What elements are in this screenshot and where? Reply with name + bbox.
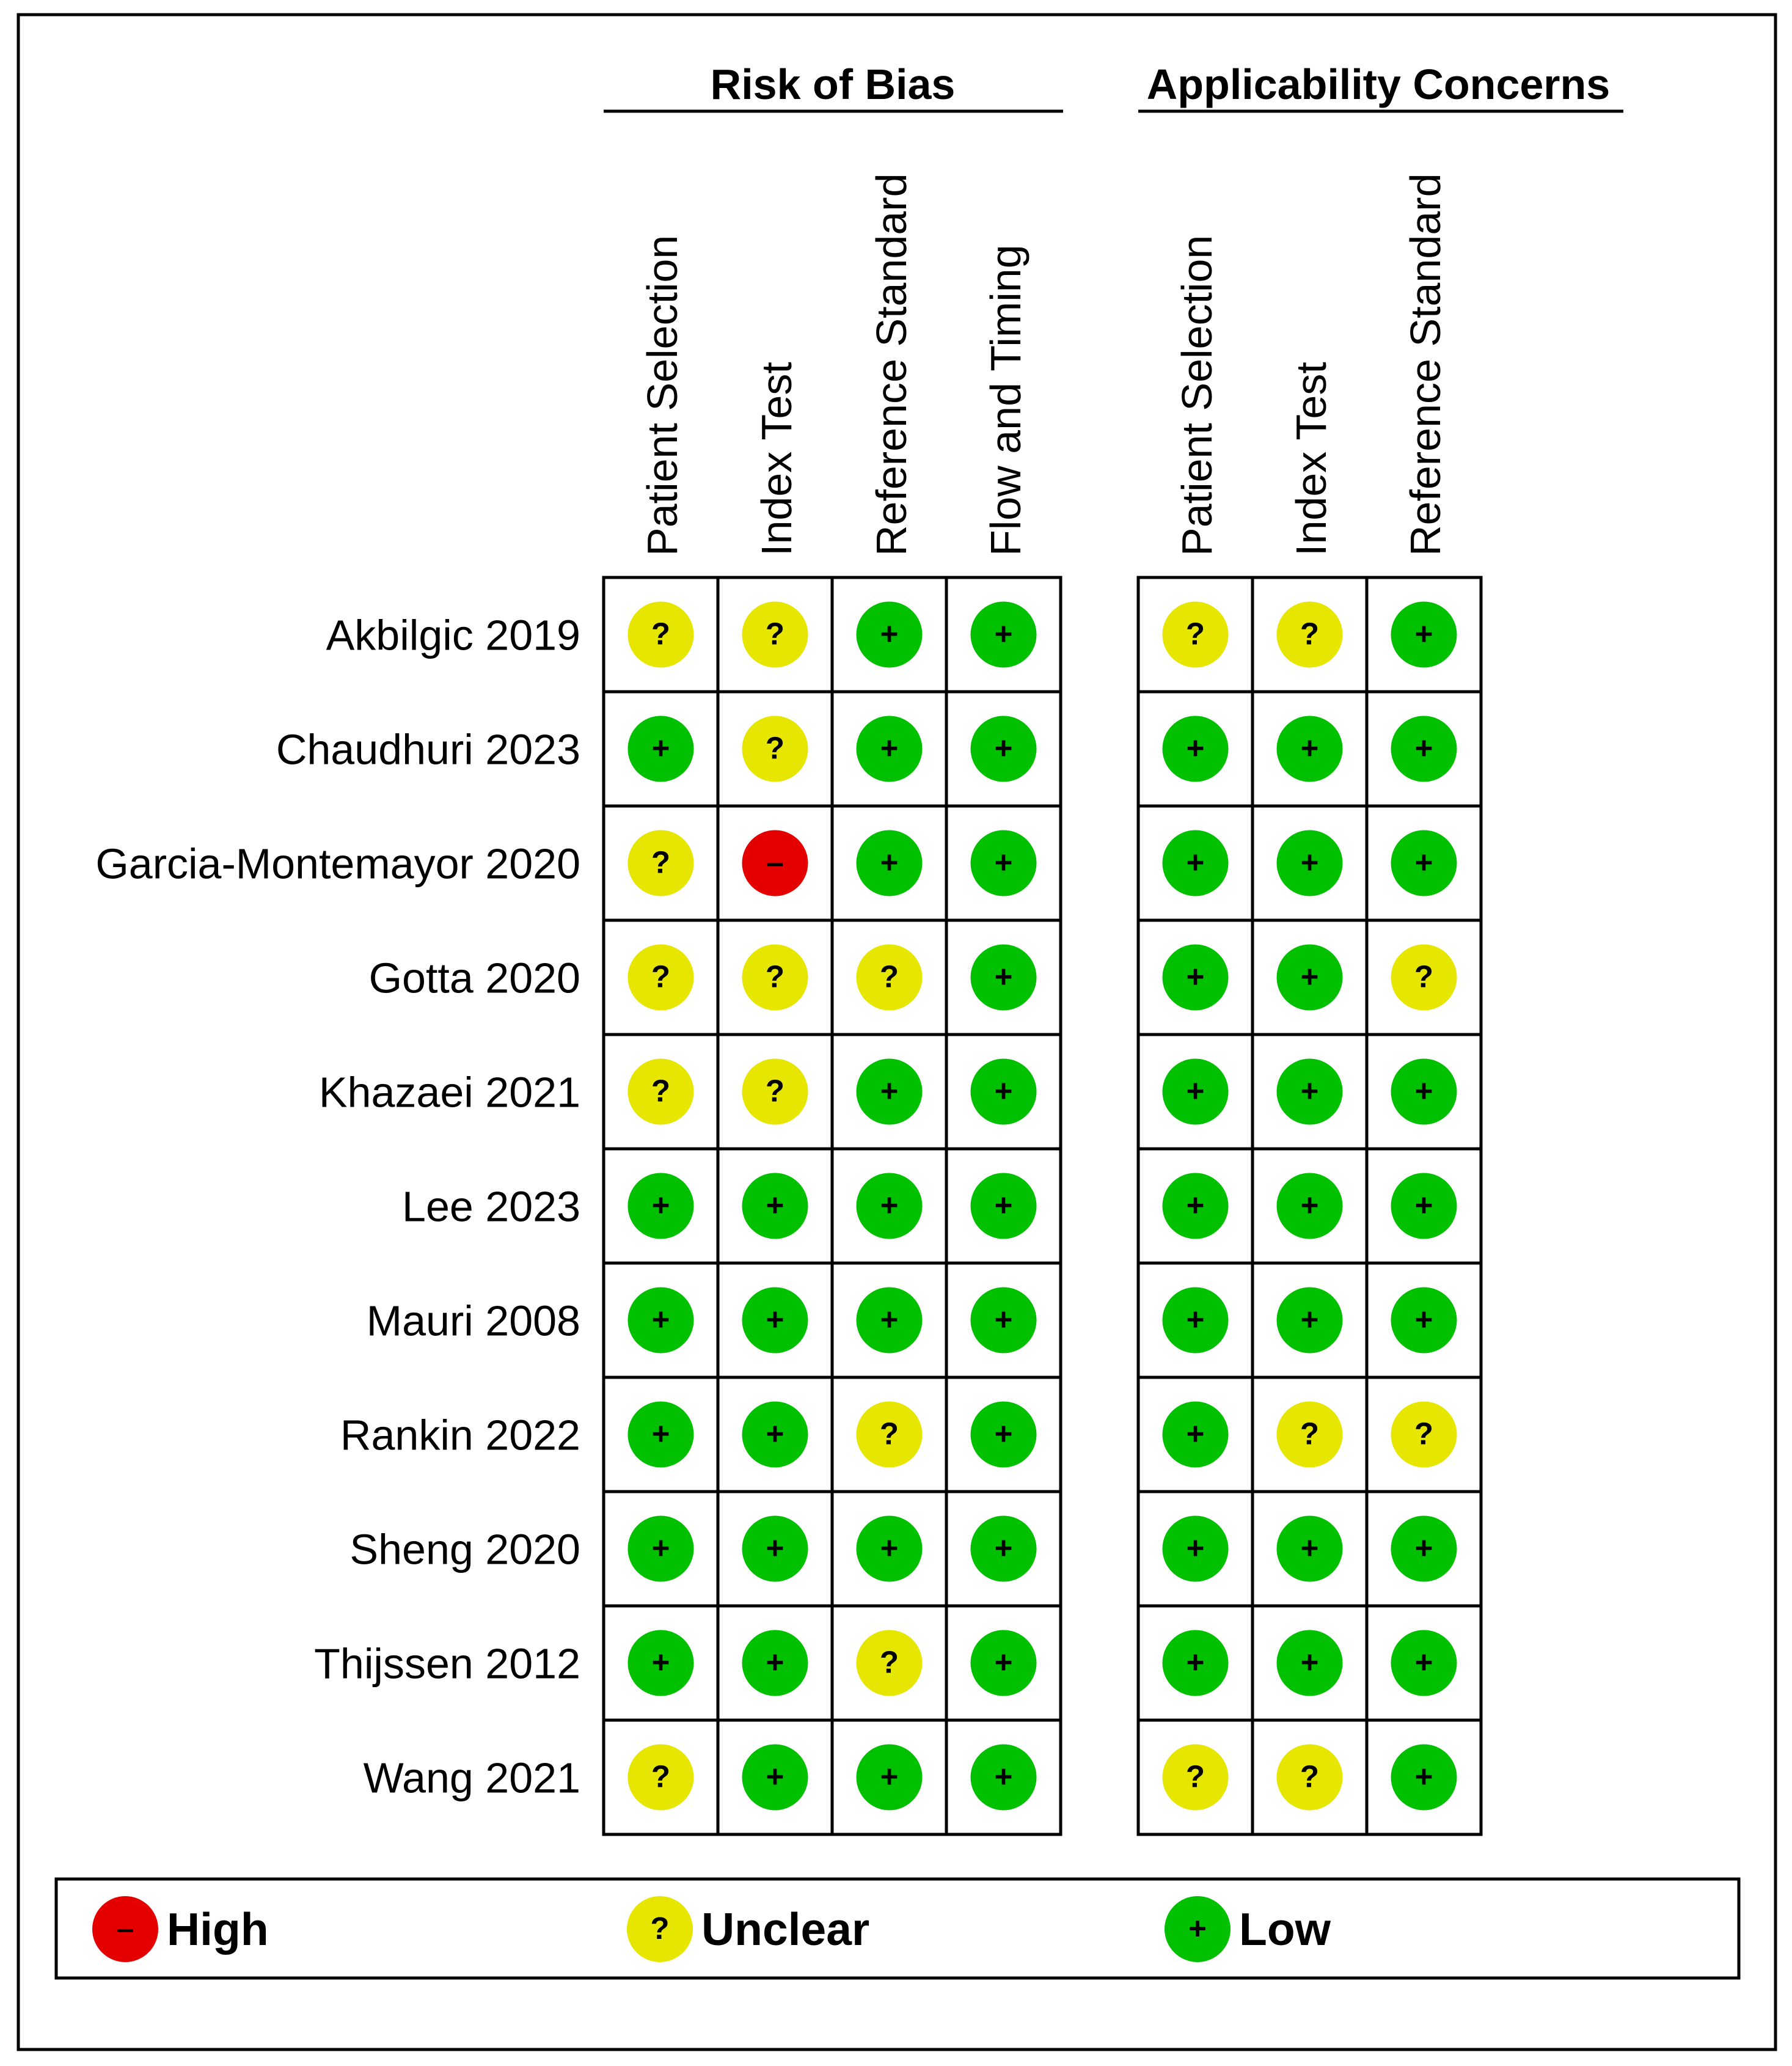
svg-text:?: ? [651, 616, 671, 651]
svg-text:+: + [651, 1416, 670, 1451]
svg-text:+: + [1300, 959, 1319, 994]
legend-label-high: High [167, 1903, 269, 1955]
svg-text:?: ? [879, 959, 899, 994]
study-label: Gotta 2020 [368, 954, 580, 1002]
svg-text:+: + [766, 1530, 784, 1566]
svg-text:?: ? [1300, 1416, 1320, 1451]
svg-text:+: + [994, 1416, 1013, 1451]
judgement-low-marker [1277, 1173, 1343, 1239]
legend-low-icon [1165, 1896, 1231, 1962]
svg-text:?: ? [651, 1073, 671, 1108]
judgement-low-marker [1277, 1630, 1343, 1696]
svg-text:?: ? [765, 1073, 785, 1108]
group-title-risk-of-bias: Risk of Bias [710, 60, 956, 108]
judgement-low-marker [971, 1630, 1037, 1696]
svg-text:+: + [1186, 1073, 1205, 1108]
judgement-high-marker [742, 830, 808, 896]
legend-label-low: Low [1239, 1903, 1331, 1955]
judgement-unclear-marker [1277, 1745, 1343, 1811]
svg-text:+: + [1186, 1187, 1205, 1223]
svg-text:?: ? [765, 616, 785, 651]
judgement-unclear-marker [742, 602, 808, 668]
svg-text:+: + [1186, 1530, 1205, 1566]
judgement-low-marker [1277, 1516, 1343, 1582]
judgement-low-marker [857, 1059, 923, 1125]
judgement-low-marker [1391, 830, 1457, 896]
svg-text:+: + [1186, 1644, 1205, 1680]
svg-text:+: + [880, 1302, 899, 1337]
judgement-low-marker [1163, 1288, 1229, 1354]
judgement-low-marker [628, 1288, 694, 1354]
svg-text:+: + [766, 1644, 784, 1680]
svg-text:–: – [766, 844, 784, 880]
svg-text:+: + [1186, 1416, 1205, 1451]
svg-text:?: ? [1185, 1759, 1205, 1794]
column-label: Reference Standard [1402, 173, 1449, 556]
judgement-low-marker [971, 1745, 1037, 1811]
judgement-unclear-marker [1163, 1745, 1229, 1811]
judgement-low-marker [971, 602, 1037, 668]
svg-text:?: ? [1185, 616, 1205, 651]
svg-text:+: + [1186, 959, 1205, 994]
judgement-low-marker [971, 1402, 1037, 1468]
judgement-low-marker [1391, 602, 1457, 668]
judgement-low-marker [1163, 1630, 1229, 1696]
judgement-unclear-marker [1277, 1402, 1343, 1468]
judgement-unclear-marker [628, 945, 694, 1011]
group-title-applicability-concerns: Applicability Concerns [1146, 60, 1611, 108]
svg-text:+: + [651, 1530, 670, 1566]
svg-text:+: + [766, 1187, 784, 1223]
judgement-low-marker [857, 1173, 923, 1239]
judgement-low-marker [857, 830, 923, 896]
judgement-low-marker [1277, 1288, 1343, 1354]
svg-text:?: ? [1414, 1416, 1434, 1451]
judgement-low-marker [628, 716, 694, 782]
svg-text:+: + [1300, 1187, 1319, 1223]
study-label: Khazaei 2021 [318, 1068, 580, 1116]
judgement-unclear-marker [628, 1745, 694, 1811]
svg-text:+: + [994, 844, 1013, 880]
judgement-low-marker [1163, 945, 1229, 1011]
judgement-unclear-marker [1391, 1402, 1457, 1468]
judgement-low-marker [628, 1516, 694, 1582]
judgement-low-marker [1163, 1059, 1229, 1125]
svg-text:+: + [1300, 1302, 1319, 1337]
svg-text:+: + [1414, 1530, 1433, 1566]
study-label: Sheng 2020 [349, 1525, 580, 1573]
judgement-low-marker [742, 1402, 808, 1468]
svg-text:+: + [880, 1073, 899, 1108]
column-label: Reference Standard [868, 173, 915, 556]
judgement-low-marker [857, 1288, 923, 1354]
judgement-unclear-marker [628, 830, 694, 896]
svg-text:+: + [1300, 844, 1319, 880]
judgement-low-marker [742, 1745, 808, 1811]
svg-text:+: + [880, 844, 899, 880]
judgement-unclear-marker [857, 1402, 923, 1468]
svg-text:+: + [880, 1530, 899, 1566]
svg-text:+: + [994, 1073, 1013, 1108]
judgement-unclear-marker [742, 1059, 808, 1125]
svg-text:+: + [651, 1187, 670, 1223]
svg-text:+: + [766, 1416, 784, 1451]
svg-text:+: + [651, 1302, 670, 1337]
svg-text:?: ? [651, 1759, 671, 1794]
judgement-low-marker [971, 716, 1037, 782]
column-label: Flow and Timing [982, 244, 1029, 556]
svg-text:+: + [1300, 1644, 1319, 1680]
judgement-low-marker [1163, 1402, 1229, 1468]
svg-text:?: ? [651, 844, 671, 880]
svg-text:?: ? [879, 1644, 899, 1680]
study-label: Rankin 2022 [340, 1411, 580, 1459]
judgement-low-marker [628, 1402, 694, 1468]
legend-label-unclear: Unclear [701, 1903, 870, 1955]
svg-text:–: – [116, 1911, 134, 1946]
column-label: Patient Selection [1173, 235, 1221, 556]
svg-text:?: ? [650, 1911, 670, 1946]
svg-text:+: + [1414, 1302, 1433, 1337]
judgement-unclear-marker [628, 1059, 694, 1125]
judgement-low-marker [1391, 1288, 1457, 1354]
study-label: Lee 2023 [402, 1182, 580, 1231]
judgement-unclear-marker [1391, 945, 1457, 1011]
svg-text:+: + [651, 730, 670, 766]
column-label: Index Test [1287, 362, 1335, 556]
svg-text:+: + [994, 730, 1013, 766]
svg-text:?: ? [765, 730, 785, 766]
judgement-low-marker [1163, 1516, 1229, 1582]
judgement-low-marker [742, 1173, 808, 1239]
svg-text:+: + [1188, 1911, 1207, 1946]
svg-text:+: + [1414, 1759, 1433, 1794]
judgement-low-marker [1391, 1745, 1457, 1811]
judgement-low-marker [971, 1516, 1037, 1582]
judgement-low-marker [1391, 1173, 1457, 1239]
study-label: Garcia-Montemayor 2020 [95, 840, 580, 888]
svg-text:+: + [1414, 616, 1433, 651]
judgement-low-marker [1163, 716, 1229, 782]
svg-text:+: + [994, 1187, 1013, 1223]
svg-text:+: + [880, 1759, 899, 1794]
judgement-low-marker [971, 1288, 1037, 1354]
svg-text:+: + [766, 1759, 784, 1794]
svg-text:+: + [1300, 730, 1319, 766]
judgement-unclear-marker [857, 945, 923, 1011]
judgement-unclear-marker [1277, 602, 1343, 668]
svg-text:+: + [1414, 844, 1433, 880]
judgement-low-marker [971, 945, 1037, 1011]
svg-text:?: ? [879, 1416, 899, 1451]
svg-text:+: + [994, 1302, 1013, 1337]
judgement-low-marker [1391, 1630, 1457, 1696]
judgement-unclear-marker [742, 716, 808, 782]
svg-text:+: + [1414, 1187, 1433, 1223]
legend-high-icon [92, 1896, 158, 1962]
judgement-low-marker [1277, 1059, 1343, 1125]
legend-unclear-icon [627, 1896, 693, 1962]
svg-text:+: + [1414, 730, 1433, 766]
svg-text:+: + [994, 1530, 1013, 1566]
svg-text:+: + [1186, 844, 1205, 880]
svg-text:?: ? [651, 959, 671, 994]
judgement-low-marker [742, 1288, 808, 1354]
svg-text:+: + [994, 1759, 1013, 1794]
judgement-unclear-marker [1163, 602, 1229, 668]
judgement-low-marker [1277, 716, 1343, 782]
judgement-low-marker [742, 1516, 808, 1582]
svg-text:+: + [1300, 1530, 1319, 1566]
svg-text:+: + [1186, 1302, 1205, 1337]
judgement-low-marker [971, 830, 1037, 896]
svg-text:?: ? [1414, 959, 1434, 994]
svg-text:?: ? [765, 959, 785, 994]
study-label: Akbilgic 2019 [326, 611, 580, 659]
judgement-low-marker [1277, 945, 1343, 1011]
svg-text:+: + [994, 1644, 1013, 1680]
svg-text:+: + [1300, 1073, 1319, 1108]
judgement-low-marker [971, 1173, 1037, 1239]
svg-text:+: + [1186, 730, 1205, 766]
svg-text:+: + [1414, 1644, 1433, 1680]
judgement-low-marker [1391, 1516, 1457, 1582]
svg-text:+: + [766, 1302, 784, 1337]
judgement-unclear-marker [628, 602, 694, 668]
svg-text:?: ? [1300, 1759, 1320, 1794]
judgement-low-marker [857, 602, 923, 668]
judgement-low-marker [1163, 830, 1229, 896]
legend-box [56, 1879, 1739, 1978]
judgement-low-marker [857, 1516, 923, 1582]
svg-text:+: + [880, 730, 899, 766]
judgement-low-marker [1391, 1059, 1457, 1125]
judgement-low-marker [1277, 830, 1343, 896]
svg-text:+: + [880, 1187, 899, 1223]
judgement-low-marker [742, 1630, 808, 1696]
svg-text:+: + [1414, 1073, 1433, 1108]
study-label: Mauri 2008 [366, 1297, 580, 1345]
judgement-low-marker [1163, 1173, 1229, 1239]
svg-text:+: + [994, 959, 1013, 994]
study-label: Chaudhuri 2023 [276, 725, 580, 774]
column-label: Index Test [753, 362, 800, 556]
judgement-low-marker [857, 716, 923, 782]
judgement-low-marker [1391, 716, 1457, 782]
judgement-unclear-marker [857, 1630, 923, 1696]
column-label: Patient Selection [638, 235, 686, 556]
judgement-unclear-marker [742, 945, 808, 1011]
judgement-low-marker [857, 1745, 923, 1811]
judgement-low-marker [628, 1630, 694, 1696]
svg-text:+: + [880, 616, 899, 651]
judgement-low-marker [971, 1059, 1037, 1125]
judgement-grid [604, 577, 1481, 1834]
svg-text:+: + [651, 1644, 670, 1680]
judgement-low-marker [628, 1173, 694, 1239]
svg-text:?: ? [1300, 616, 1320, 651]
study-label: Thijssen 2012 [314, 1639, 580, 1688]
svg-text:+: + [994, 616, 1013, 651]
study-label: Wang 2021 [363, 1754, 580, 1802]
